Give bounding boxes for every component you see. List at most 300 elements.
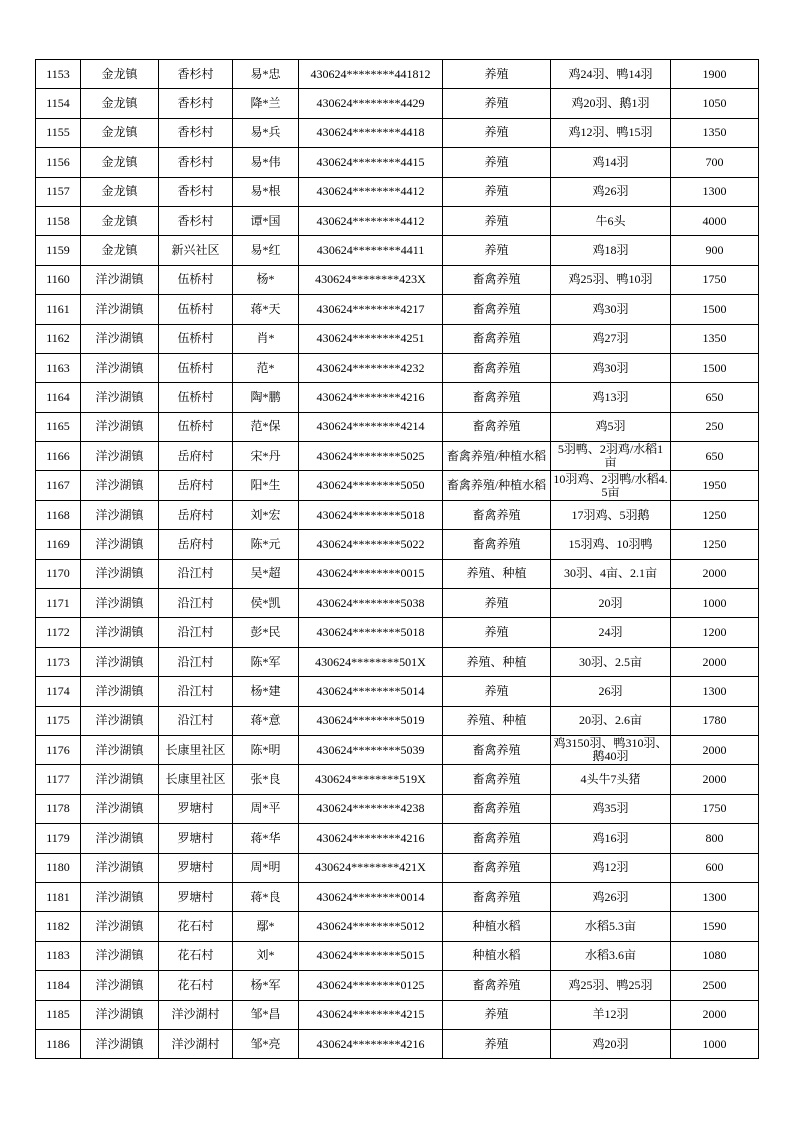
cell-no: 1169 xyxy=(36,530,81,559)
cell-amount: 1350 xyxy=(671,118,759,147)
cell-town: 洋沙湖镇 xyxy=(81,647,159,676)
cell-amount: 2000 xyxy=(671,765,759,794)
table-row xyxy=(36,206,759,235)
cell-amount: 1200 xyxy=(671,618,759,647)
cell-name: 蒋*良 xyxy=(233,882,299,911)
cell-type: 畜禽养殖/种植水稻 xyxy=(443,442,551,471)
cell-amount: 700 xyxy=(671,148,759,177)
cell-amount: 1950 xyxy=(671,471,759,500)
table-row xyxy=(36,882,759,911)
cell-village: 花石村 xyxy=(159,941,233,970)
cell-village: 沿江村 xyxy=(159,706,233,735)
cell-no: 1180 xyxy=(36,853,81,882)
table-row xyxy=(36,471,759,500)
cell-detail: 鸡12羽、鸭15羽 xyxy=(551,118,671,147)
cell-name: 彭*民 xyxy=(233,618,299,647)
cell-village: 香杉村 xyxy=(159,60,233,89)
cell-amount: 650 xyxy=(671,442,759,471)
cell-no: 1163 xyxy=(36,353,81,382)
cell-town: 洋沙湖镇 xyxy=(81,412,159,441)
cell-town: 洋沙湖镇 xyxy=(81,353,159,382)
cell-type: 养殖、种植 xyxy=(443,559,551,588)
cell-detail: 20羽、2.6亩 xyxy=(551,706,671,735)
cell-id-number: 430624********5015 xyxy=(299,941,443,970)
cell-id-number: 430624********5014 xyxy=(299,677,443,706)
cell-name: 鄢* xyxy=(233,912,299,941)
cell-detail: 15羽鸡、10羽鸭 xyxy=(551,530,671,559)
cell-no: 1160 xyxy=(36,265,81,294)
cell-detail: 牛6头 xyxy=(551,206,671,235)
cell-id-number: 430624********4418 xyxy=(299,118,443,147)
cell-town: 洋沙湖镇 xyxy=(81,853,159,882)
cell-name: 易*伟 xyxy=(233,148,299,177)
cell-amount: 650 xyxy=(671,383,759,412)
cell-no: 1171 xyxy=(36,589,81,618)
cell-no: 1156 xyxy=(36,148,81,177)
cell-id-number: 430624********4217 xyxy=(299,295,443,324)
cell-village: 罗塘村 xyxy=(159,824,233,853)
cell-type: 养殖 xyxy=(443,589,551,618)
cell-village: 沿江村 xyxy=(159,677,233,706)
cell-type: 畜禽养殖 xyxy=(443,530,551,559)
cell-town: 洋沙湖镇 xyxy=(81,971,159,1000)
cell-detail: 30羽、4亩、2.1亩 xyxy=(551,559,671,588)
cell-town: 洋沙湖镇 xyxy=(81,559,159,588)
cell-detail: 鸡25羽、鸭25羽 xyxy=(551,971,671,1000)
cell-no: 1154 xyxy=(36,89,81,118)
cell-type: 养殖 xyxy=(443,1029,551,1058)
cell-amount: 250 xyxy=(671,412,759,441)
cell-name: 周*平 xyxy=(233,794,299,823)
cell-type: 畜禽养殖 xyxy=(443,500,551,529)
cell-detail: 鸡14羽 xyxy=(551,148,671,177)
cell-town: 洋沙湖镇 xyxy=(81,1029,159,1058)
cell-name: 张*良 xyxy=(233,765,299,794)
cell-town: 洋沙湖镇 xyxy=(81,794,159,823)
cell-amount: 1500 xyxy=(671,353,759,382)
cell-name: 谭*国 xyxy=(233,206,299,235)
cell-name: 宋*丹 xyxy=(233,442,299,471)
cell-detail: 4头牛7头猪 xyxy=(551,765,671,794)
cell-id-number: 430624********5019 xyxy=(299,706,443,735)
cell-id-number: 430624********441812 xyxy=(299,60,443,89)
cell-no: 1161 xyxy=(36,295,81,324)
cell-type: 畜禽养殖 xyxy=(443,971,551,1000)
cell-name: 易*忠 xyxy=(233,60,299,89)
cell-town: 洋沙湖镇 xyxy=(81,1000,159,1029)
cell-name: 陈*元 xyxy=(233,530,299,559)
cell-village: 岳府村 xyxy=(159,500,233,529)
table-row xyxy=(36,383,759,412)
table-row xyxy=(36,60,759,89)
cell-type: 养殖 xyxy=(443,177,551,206)
table-row xyxy=(36,589,759,618)
cell-village: 长康里社区 xyxy=(159,735,233,764)
cell-type: 畜禽养殖 xyxy=(443,765,551,794)
cell-village: 长康里社区 xyxy=(159,765,233,794)
cell-amount: 1590 xyxy=(671,912,759,941)
cell-id-number: 430624********5039 xyxy=(299,735,443,764)
cell-name: 周*明 xyxy=(233,853,299,882)
table-row xyxy=(36,735,759,764)
cell-town: 洋沙湖镇 xyxy=(81,677,159,706)
cell-detail: 鸡26羽 xyxy=(551,882,671,911)
cell-amount: 1300 xyxy=(671,677,759,706)
cell-id-number: 430624********4412 xyxy=(299,177,443,206)
cell-detail: 羊12羽 xyxy=(551,1000,671,1029)
cell-detail: 水稻5.3亩 xyxy=(551,912,671,941)
cell-detail: 鸡24羽、鸭14羽 xyxy=(551,60,671,89)
cell-town: 金龙镇 xyxy=(81,60,159,89)
cell-name: 吴*超 xyxy=(233,559,299,588)
cell-no: 1168 xyxy=(36,500,81,529)
cell-detail: 鸡18羽 xyxy=(551,236,671,265)
table-row xyxy=(36,824,759,853)
cell-id-number: 430624********421X xyxy=(299,853,443,882)
cell-amount: 2000 xyxy=(671,1000,759,1029)
cell-type: 畜禽养殖 xyxy=(443,735,551,764)
table-row xyxy=(36,971,759,1000)
cell-town: 洋沙湖镇 xyxy=(81,295,159,324)
cell-detail: 鸡25羽、鸭10羽 xyxy=(551,265,671,294)
table-row xyxy=(36,500,759,529)
table-row xyxy=(36,177,759,206)
table-row xyxy=(36,941,759,970)
cell-name: 降*兰 xyxy=(233,89,299,118)
cell-village: 沿江村 xyxy=(159,647,233,676)
cell-id-number: 430624********501X xyxy=(299,647,443,676)
cell-detail: 24羽 xyxy=(551,618,671,647)
cell-village: 新兴社区 xyxy=(159,236,233,265)
cell-id-number: 430624********5038 xyxy=(299,589,443,618)
cell-type: 畜禽养殖 xyxy=(443,353,551,382)
cell-type: 畜禽养殖 xyxy=(443,794,551,823)
cell-name: 邹*昌 xyxy=(233,1000,299,1029)
table-row xyxy=(36,1029,759,1058)
cell-name: 易*兵 xyxy=(233,118,299,147)
cell-town: 金龙镇 xyxy=(81,177,159,206)
cell-no: 1170 xyxy=(36,559,81,588)
cell-village: 香杉村 xyxy=(159,206,233,235)
table-row xyxy=(36,853,759,882)
cell-no: 1173 xyxy=(36,647,81,676)
cell-town: 金龙镇 xyxy=(81,118,159,147)
cell-town: 洋沙湖镇 xyxy=(81,324,159,353)
table-row xyxy=(36,442,759,471)
cell-type: 养殖 xyxy=(443,236,551,265)
cell-no: 1174 xyxy=(36,677,81,706)
cell-id-number: 430624********4412 xyxy=(299,206,443,235)
cell-town: 洋沙湖镇 xyxy=(81,824,159,853)
cell-detail: 鸡12羽 xyxy=(551,853,671,882)
cell-village: 沿江村 xyxy=(159,618,233,647)
cell-no: 1153 xyxy=(36,60,81,89)
cell-name: 刘*宏 xyxy=(233,500,299,529)
cell-id-number: 430624********4238 xyxy=(299,794,443,823)
cell-village: 伍桥村 xyxy=(159,412,233,441)
cell-no: 1182 xyxy=(36,912,81,941)
subsidy-table xyxy=(35,59,759,1059)
cell-town: 金龙镇 xyxy=(81,89,159,118)
table-row xyxy=(36,412,759,441)
cell-town: 洋沙湖镇 xyxy=(81,735,159,764)
cell-village: 花石村 xyxy=(159,912,233,941)
cell-detail: 20羽 xyxy=(551,589,671,618)
cell-amount: 1050 xyxy=(671,89,759,118)
cell-village: 罗塘村 xyxy=(159,794,233,823)
cell-town: 金龙镇 xyxy=(81,236,159,265)
cell-detail: 鸡20羽、鹅1羽 xyxy=(551,89,671,118)
cell-amount: 600 xyxy=(671,853,759,882)
cell-no: 1159 xyxy=(36,236,81,265)
cell-name: 陶*鹏 xyxy=(233,383,299,412)
cell-amount: 1250 xyxy=(671,500,759,529)
cell-type: 畜禽养殖 xyxy=(443,824,551,853)
cell-id-number: 430624********5050 xyxy=(299,471,443,500)
cell-id-number: 430624********4415 xyxy=(299,148,443,177)
cell-detail: 17羽鸡、5羽鹅 xyxy=(551,500,671,529)
cell-detail: 鸡13羽 xyxy=(551,383,671,412)
cell-id-number: 430624********4411 xyxy=(299,236,443,265)
cell-town: 洋沙湖镇 xyxy=(81,265,159,294)
cell-type: 养殖、种植 xyxy=(443,706,551,735)
cell-village: 伍桥村 xyxy=(159,383,233,412)
cell-type: 养殖 xyxy=(443,148,551,177)
cell-id-number: 430624********4216 xyxy=(299,824,443,853)
cell-id-number: 430624********4251 xyxy=(299,324,443,353)
cell-town: 洋沙湖镇 xyxy=(81,765,159,794)
cell-town: 洋沙湖镇 xyxy=(81,530,159,559)
cell-id-number: 430624********4215 xyxy=(299,1000,443,1029)
cell-name: 范* xyxy=(233,353,299,382)
table-row xyxy=(36,118,759,147)
table-row xyxy=(36,148,759,177)
cell-amount: 4000 xyxy=(671,206,759,235)
cell-detail: 鸡16羽 xyxy=(551,824,671,853)
table-row xyxy=(36,706,759,735)
cell-amount: 1350 xyxy=(671,324,759,353)
cell-town: 金龙镇 xyxy=(81,148,159,177)
cell-no: 1178 xyxy=(36,794,81,823)
cell-name: 杨*建 xyxy=(233,677,299,706)
cell-amount: 1000 xyxy=(671,1029,759,1058)
cell-name: 刘* xyxy=(233,941,299,970)
cell-type: 畜禽养殖 xyxy=(443,324,551,353)
cell-detail: 鸡27羽 xyxy=(551,324,671,353)
cell-amount: 2500 xyxy=(671,971,759,1000)
cell-town: 洋沙湖镇 xyxy=(81,383,159,412)
cell-no: 1157 xyxy=(36,177,81,206)
cell-id-number: 430624********0015 xyxy=(299,559,443,588)
cell-id-number: 430624********4216 xyxy=(299,1029,443,1058)
cell-id-number: 430624********5022 xyxy=(299,530,443,559)
cell-id-number: 430624********4232 xyxy=(299,353,443,382)
cell-type: 畜禽养殖 xyxy=(443,383,551,412)
table-row xyxy=(36,324,759,353)
table-row xyxy=(36,912,759,941)
cell-detail: 水稻3.6亩 xyxy=(551,941,671,970)
cell-type: 畜禽养殖 xyxy=(443,265,551,294)
cell-no: 1162 xyxy=(36,324,81,353)
cell-village: 岳府村 xyxy=(159,442,233,471)
cell-village: 花石村 xyxy=(159,971,233,1000)
cell-no: 1179 xyxy=(36,824,81,853)
cell-amount: 1080 xyxy=(671,941,759,970)
table-row xyxy=(36,647,759,676)
cell-amount: 1500 xyxy=(671,295,759,324)
cell-village: 洋沙湖村 xyxy=(159,1029,233,1058)
cell-id-number: 430624********423X xyxy=(299,265,443,294)
cell-amount: 2000 xyxy=(671,735,759,764)
cell-detail: 鸡30羽 xyxy=(551,295,671,324)
table-row xyxy=(36,618,759,647)
cell-town: 洋沙湖镇 xyxy=(81,882,159,911)
cell-no: 1181 xyxy=(36,882,81,911)
cell-village: 香杉村 xyxy=(159,118,233,147)
cell-name: 范*保 xyxy=(233,412,299,441)
cell-village: 香杉村 xyxy=(159,89,233,118)
cell-detail: 10羽鸡、2羽鸭/水稻4.5亩 xyxy=(551,471,671,500)
table-row xyxy=(36,353,759,382)
cell-detail: 鸡20羽 xyxy=(551,1029,671,1058)
cell-id-number: 430624********0014 xyxy=(299,882,443,911)
cell-town: 洋沙湖镇 xyxy=(81,589,159,618)
cell-amount: 1300 xyxy=(671,177,759,206)
cell-town: 洋沙湖镇 xyxy=(81,912,159,941)
cell-name: 阳*生 xyxy=(233,471,299,500)
cell-name: 侯*凯 xyxy=(233,589,299,618)
cell-amount: 800 xyxy=(671,824,759,853)
cell-no: 1176 xyxy=(36,735,81,764)
cell-id-number: 430624********5012 xyxy=(299,912,443,941)
cell-no: 1155 xyxy=(36,118,81,147)
cell-amount: 2000 xyxy=(671,559,759,588)
table-row xyxy=(36,765,759,794)
table-row xyxy=(36,265,759,294)
cell-village: 伍桥村 xyxy=(159,265,233,294)
cell-town: 洋沙湖镇 xyxy=(81,471,159,500)
table-row xyxy=(36,1000,759,1029)
cell-detail: 鸡26羽 xyxy=(551,177,671,206)
cell-name: 蒋*天 xyxy=(233,295,299,324)
cell-id-number: 430624********4216 xyxy=(299,383,443,412)
cell-type: 养殖 xyxy=(443,60,551,89)
cell-name: 蒋*意 xyxy=(233,706,299,735)
cell-name: 邹*亮 xyxy=(233,1029,299,1058)
cell-name: 陈*军 xyxy=(233,647,299,676)
table-body xyxy=(36,60,759,1059)
cell-amount: 900 xyxy=(671,236,759,265)
cell-no: 1186 xyxy=(36,1029,81,1058)
cell-no: 1185 xyxy=(36,1000,81,1029)
cell-town: 洋沙湖镇 xyxy=(81,706,159,735)
cell-village: 洋沙湖村 xyxy=(159,1000,233,1029)
cell-type: 种植水稻 xyxy=(443,941,551,970)
cell-village: 沿江村 xyxy=(159,559,233,588)
cell-village: 沿江村 xyxy=(159,589,233,618)
cell-type: 养殖 xyxy=(443,206,551,235)
cell-village: 伍桥村 xyxy=(159,324,233,353)
cell-town: 洋沙湖镇 xyxy=(81,500,159,529)
cell-no: 1158 xyxy=(36,206,81,235)
cell-amount: 2000 xyxy=(671,647,759,676)
cell-no: 1175 xyxy=(36,706,81,735)
cell-no: 1177 xyxy=(36,765,81,794)
cell-name: 易*红 xyxy=(233,236,299,265)
cell-amount: 1750 xyxy=(671,265,759,294)
cell-no: 1165 xyxy=(36,412,81,441)
cell-type: 养殖 xyxy=(443,1000,551,1029)
cell-town: 洋沙湖镇 xyxy=(81,618,159,647)
cell-name: 肖* xyxy=(233,324,299,353)
cell-village: 岳府村 xyxy=(159,530,233,559)
cell-no: 1172 xyxy=(36,618,81,647)
cell-name: 易*根 xyxy=(233,177,299,206)
cell-amount: 1900 xyxy=(671,60,759,89)
cell-amount: 1250 xyxy=(671,530,759,559)
cell-id-number: 430624********0125 xyxy=(299,971,443,1000)
cell-name: 蒋*华 xyxy=(233,824,299,853)
cell-detail: 30羽、2.5亩 xyxy=(551,647,671,676)
cell-type: 养殖 xyxy=(443,677,551,706)
cell-id-number: 430624********5018 xyxy=(299,618,443,647)
cell-amount: 1000 xyxy=(671,589,759,618)
cell-name: 杨*军 xyxy=(233,971,299,1000)
table-row xyxy=(36,236,759,265)
cell-type: 畜禽养殖 xyxy=(443,412,551,441)
cell-village: 罗塘村 xyxy=(159,853,233,882)
cell-id-number: 430624********519X xyxy=(299,765,443,794)
cell-type: 畜禽养殖 xyxy=(443,853,551,882)
cell-name: 陈*明 xyxy=(233,735,299,764)
table-row xyxy=(36,794,759,823)
table-row xyxy=(36,295,759,324)
cell-no: 1184 xyxy=(36,971,81,1000)
cell-type: 畜禽养殖 xyxy=(443,295,551,324)
cell-type: 养殖、种植 xyxy=(443,647,551,676)
cell-type: 养殖 xyxy=(443,89,551,118)
cell-type: 畜禽养殖/种植水稻 xyxy=(443,471,551,500)
cell-detail: 26羽 xyxy=(551,677,671,706)
cell-town: 洋沙湖镇 xyxy=(81,442,159,471)
cell-amount: 1300 xyxy=(671,882,759,911)
cell-detail: 鸡5羽 xyxy=(551,412,671,441)
cell-detail: 鸡30羽 xyxy=(551,353,671,382)
cell-id-number: 430624********5025 xyxy=(299,442,443,471)
cell-type: 养殖 xyxy=(443,618,551,647)
cell-amount: 1780 xyxy=(671,706,759,735)
cell-town: 金龙镇 xyxy=(81,206,159,235)
cell-village: 香杉村 xyxy=(159,177,233,206)
cell-id-number: 430624********4214 xyxy=(299,412,443,441)
cell-village: 伍桥村 xyxy=(159,353,233,382)
cell-no: 1166 xyxy=(36,442,81,471)
cell-town: 洋沙湖镇 xyxy=(81,941,159,970)
cell-village: 岳府村 xyxy=(159,471,233,500)
cell-detail: 5羽鸭、2羽鸡/水稻1亩 xyxy=(551,442,671,471)
cell-type: 畜禽养殖 xyxy=(443,882,551,911)
cell-name: 杨* xyxy=(233,265,299,294)
cell-village: 香杉村 xyxy=(159,148,233,177)
cell-type: 种植水稻 xyxy=(443,912,551,941)
cell-no: 1167 xyxy=(36,471,81,500)
cell-detail: 鸡35羽 xyxy=(551,794,671,823)
cell-village: 罗塘村 xyxy=(159,882,233,911)
cell-id-number: 430624********4429 xyxy=(299,89,443,118)
cell-no: 1183 xyxy=(36,941,81,970)
cell-type: 养殖 xyxy=(443,118,551,147)
table-row xyxy=(36,530,759,559)
